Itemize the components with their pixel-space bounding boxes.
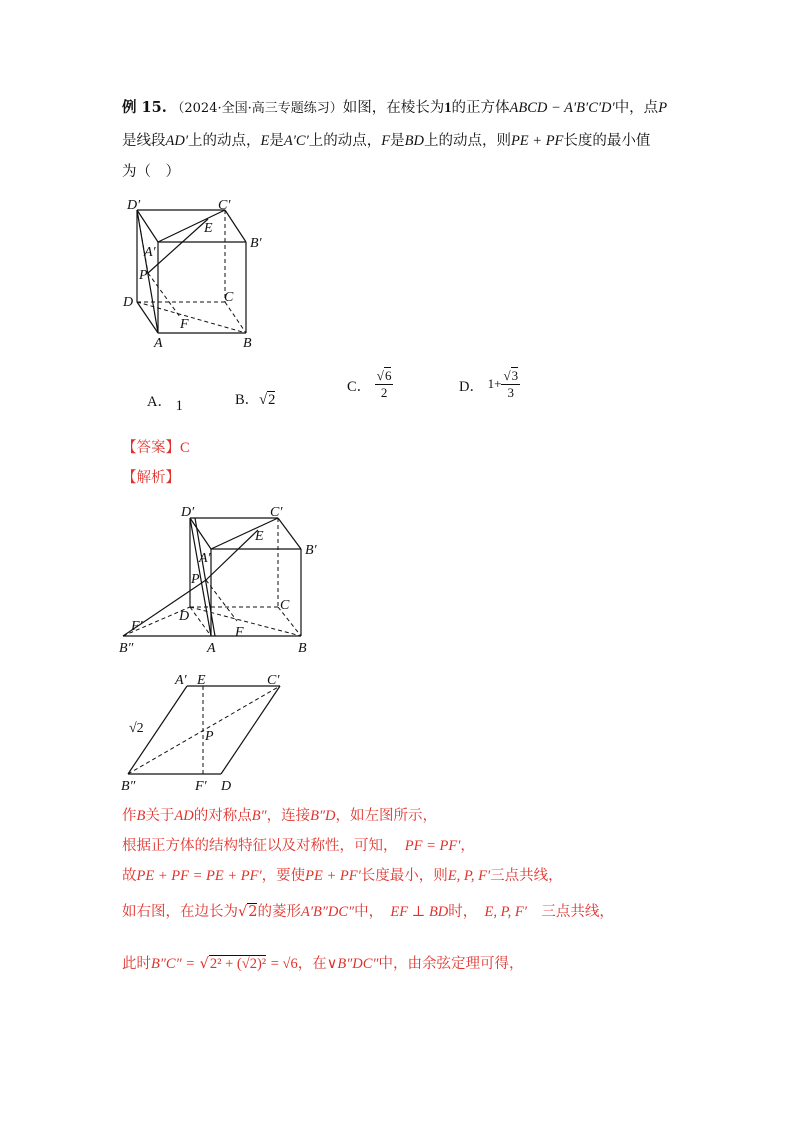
solution-line-5: 此时B″C″ = √2² + (√2)² = √6，在∨B″DC″中，由余弦定理可得，	[122, 956, 524, 972]
s-var: B	[136, 808, 146, 824]
option-b-label: B．	[235, 392, 260, 408]
q-text: 的正方体	[451, 100, 510, 116]
s-var: = √6	[270, 956, 298, 972]
label-Cp: C′	[267, 673, 280, 688]
s-text: ，如左图所示，	[335, 808, 437, 824]
option-d-fraction: $\frac{√3}{3}$	[503, 368, 519, 400]
question-line-1	[122, 98, 667, 119]
solution-line-4: 如右图，在边长为√2的菱形A′B″DC″中， EF ⊥ BD时， E, P, F′ 三点共线，	[122, 904, 614, 920]
s-var: 2² + (√2)²	[209, 956, 267, 972]
label-Bpp: B″	[121, 779, 136, 794]
option-c-num: 6	[384, 368, 392, 383]
s-text: ，在	[297, 956, 327, 972]
s-text: 中，	[354, 904, 376, 920]
s-var: B″C″ =	[151, 956, 196, 972]
answer-tag: 【答案】	[122, 440, 180, 456]
label-Bpp: B″	[119, 641, 134, 656]
q-cube-name: ABCD − A′B′C′D′	[509, 100, 615, 116]
s-var: A′B″DC″	[300, 904, 355, 920]
option-c-label: C．	[347, 378, 372, 395]
q-var: E	[260, 133, 270, 149]
q-text: 是线段	[122, 133, 166, 149]
label-D: D	[221, 779, 232, 794]
label-B: B	[298, 641, 307, 656]
label-Ap: A′	[199, 551, 211, 566]
s-text: 的菱形	[257, 904, 301, 920]
label-P: P	[139, 268, 148, 283]
label-E: E	[197, 673, 206, 688]
s-var: B″D	[310, 808, 336, 824]
s-text: 根据正方体的结构特征以及对称性，可知，	[122, 838, 391, 854]
label-F: F	[235, 625, 244, 640]
label-P: P	[191, 572, 200, 587]
option-d-den: 3	[507, 385, 515, 400]
label-Bp: B′	[305, 543, 317, 558]
s-var: E, P, F′	[484, 904, 527, 920]
option-b-value: 2	[268, 392, 276, 408]
s-var: E, P, F′	[447, 868, 491, 884]
label-A: A	[207, 641, 216, 656]
s-text: 作	[122, 808, 137, 824]
q-text: 是	[269, 133, 284, 149]
label-Cp: C′	[270, 505, 283, 520]
q-text: 中，点	[614, 100, 659, 116]
option-b[interactable]: B．√2	[235, 392, 276, 408]
question-line-2	[122, 131, 650, 151]
solution-line-2	[122, 836, 475, 856]
label-C: C	[280, 598, 290, 613]
label-sqrt2: √2	[129, 721, 144, 736]
answer-line	[122, 438, 190, 458]
option-a-label: A．	[147, 394, 172, 410]
label-Cp: C′	[218, 198, 231, 213]
cube-figure-2	[115, 500, 330, 660]
rhombus-figure	[115, 670, 295, 795]
option-d[interactable]	[459, 368, 520, 401]
s-text: 关于	[145, 808, 175, 824]
label-D: D	[179, 609, 190, 624]
option-a[interactable]	[147, 390, 183, 414]
s-text: 故	[122, 868, 137, 884]
q-text: 如图，在棱长为	[342, 100, 445, 116]
solution-line-1	[122, 806, 437, 826]
q-var: AD′	[165, 133, 189, 149]
s-text: 此时	[122, 956, 151, 972]
s-text: 的对称点	[193, 808, 252, 824]
label-Fp: F′	[131, 619, 143, 634]
option-c-fraction: $\frac{√6}{2}$	[376, 368, 392, 400]
s-var: PE + PF = PE + PF′	[136, 868, 262, 884]
s-var: EF ⊥ BD	[390, 904, 449, 920]
solution-line-3	[122, 866, 563, 886]
label-D: D	[123, 295, 134, 310]
s-text: 时，	[448, 904, 471, 920]
option-d-pre: 1+	[487, 375, 502, 391]
s-var: PE + PF′	[305, 868, 361, 884]
q-text: 上的动点，	[188, 133, 261, 149]
label-B: B	[243, 336, 252, 351]
analysis-tag: 【解析】	[122, 470, 180, 486]
q-text: 是	[390, 133, 405, 149]
label-Ap: A′	[175, 673, 187, 688]
answer-value: C	[180, 440, 190, 456]
q-text: 上的动点，	[308, 133, 382, 149]
q-text: 为（ ）	[122, 164, 180, 180]
option-a-value: 1	[175, 398, 183, 414]
label-P: P	[205, 729, 214, 744]
q-var: F	[381, 133, 391, 149]
q-var: P	[658, 100, 668, 116]
s-var: AD	[174, 808, 194, 824]
s-text: ，要使	[261, 868, 306, 884]
option-c-den: 2	[380, 385, 388, 400]
s-var: 2	[248, 904, 258, 920]
s-text: ，连接	[266, 808, 311, 824]
label-Bp: B′	[250, 236, 262, 251]
s-text: ，	[460, 838, 475, 854]
s-var: ∨B″DC″	[326, 956, 379, 972]
label-Ap: A′	[144, 245, 156, 260]
q-var: BD	[404, 133, 424, 149]
question-line-3	[122, 162, 180, 182]
s-text: 中，由余弦定理可得，	[378, 956, 524, 972]
label-Fp: F′	[195, 779, 207, 794]
s-text: 三点共线，	[490, 868, 563, 884]
label-E: E	[255, 529, 264, 544]
q-edge: 1	[444, 100, 452, 116]
q-var: PE + PF	[510, 133, 564, 149]
question-source: （2024·全国·高三专题练习）	[171, 101, 343, 116]
s-text: 如右图，在边长为	[122, 904, 238, 920]
example-label: 例 15.	[122, 99, 167, 116]
option-c[interactable]	[347, 368, 393, 401]
q-text: 上的动点，则	[423, 133, 511, 149]
label-C: C	[224, 290, 234, 305]
s-text: 三点共线，	[541, 904, 614, 920]
option-d-num: 3	[511, 368, 519, 383]
s-var: PF = PF′	[404, 838, 461, 854]
s-text: 长度最小，则	[360, 868, 448, 884]
label-Dp: D′	[127, 198, 141, 213]
label-A: A	[154, 336, 163, 351]
label-F: F	[180, 317, 189, 332]
cube-figure-1	[115, 195, 275, 355]
q-var: A′C′	[283, 133, 309, 149]
s-var: B″	[251, 808, 267, 824]
option-d-label: D．	[459, 378, 484, 395]
q-text: 长度的最小值	[563, 133, 651, 149]
label-Dp: D′	[181, 505, 195, 520]
label-E: E	[204, 221, 213, 236]
